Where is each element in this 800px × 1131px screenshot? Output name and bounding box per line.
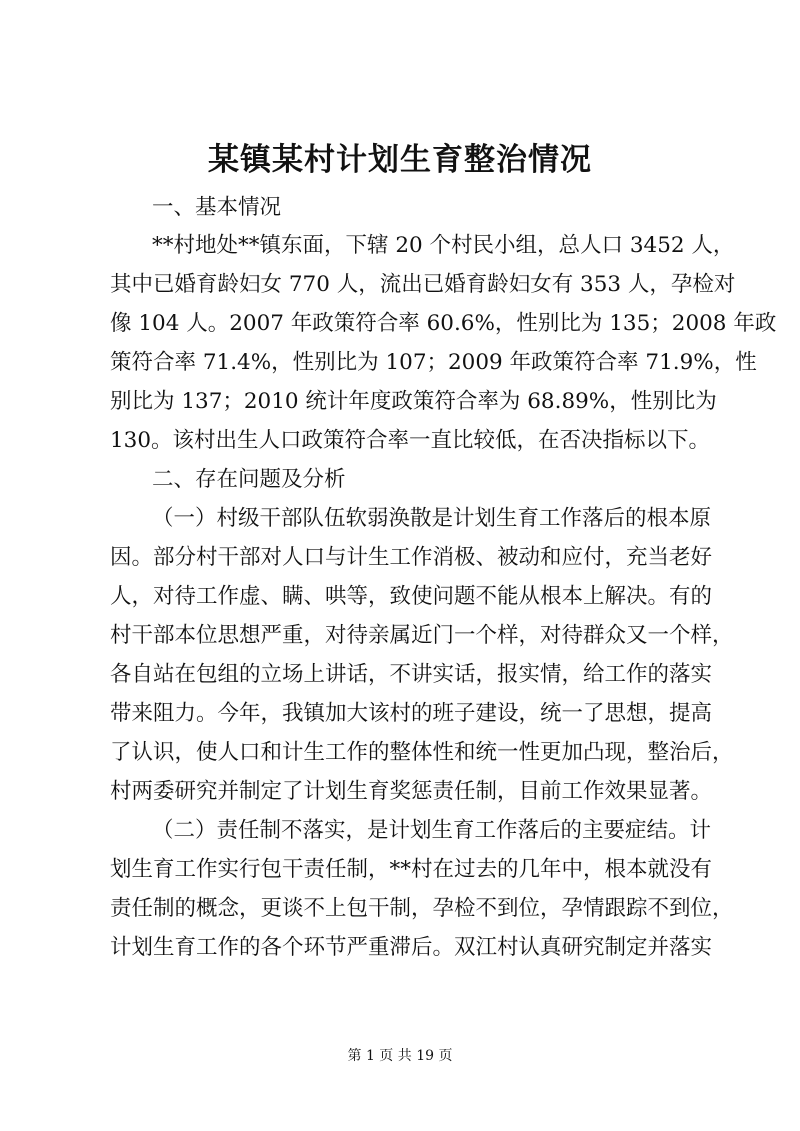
body-line: 带来阻力。今年，我镇加大该村的班子建设，统一了思想，提高: [110, 701, 713, 726]
body-line: 像 104 人。2007 年政策符合率 60.6%，性别比为 135；2008 年政: [110, 311, 777, 336]
body-line: 责任制的概念，更谈不上包干制，孕检不到位，孕情跟踪不到位，: [110, 896, 734, 921]
body-line: 人，对待工作虚、瞒、哄等，致使问题不能从根本上解决。有的: [110, 584, 713, 609]
section-heading-basic-situation: 一、基本情况: [152, 195, 282, 220]
body-line: 其中已婚育龄妇女 770 人，流出已婚育龄妇女有 353 人，孕检对: [110, 272, 736, 297]
body-line: （一）村级干部队伍软弱涣散是计划生育工作落后的根本原: [152, 506, 712, 531]
body-line: （二）责任制不落实，是计划生育工作落后的主要症结。计: [152, 818, 712, 843]
body-line: 计划生育工作的各个环节严重滞后。双江村认真研究制定并落实: [110, 935, 713, 960]
body-line: 划生育工作实行包干责任制，**村在过去的几年中，根本就没有: [110, 857, 713, 882]
body-line: 各自站在包组的立场上讲话，不讲实话，报实情，给工作的落实: [110, 662, 713, 687]
body-line: 因。部分村干部对人口与计生工作消极、被动和应付，充当老好: [110, 545, 713, 570]
body-line: 130。该村出生人口政策符合率一直比较低，在否决指标以下。: [110, 428, 711, 453]
page-number: 第 1 页 共 19 页: [347, 1048, 453, 1064]
section-heading-problems-analysis: 二、存在问题及分析: [152, 467, 346, 492]
body-line: **村地处**镇东面，下辖 20 个村民小组，总人口 3452 人，: [152, 233, 735, 258]
body-line: 村两委研究并制定了计划生育奖惩责任制，目前工作效果显著。: [110, 779, 713, 804]
body-line: 村干部本位思想严重，对待亲属近门一个样，对待群众又一个样，: [110, 623, 734, 648]
document-title: 某镇某村计划生育整治情况: [208, 142, 592, 178]
body-line: 别比为 137；2010 统计年度政策符合率为 68.89%，性别比为: [110, 389, 717, 414]
body-line: 了认识，使人口和计生工作的整体性和统一性更加凸现，整治后，: [110, 740, 734, 765]
body-line: 策符合率 71.4%，性别比为 107；2009 年政策符合率 71.9%，性: [110, 350, 757, 375]
